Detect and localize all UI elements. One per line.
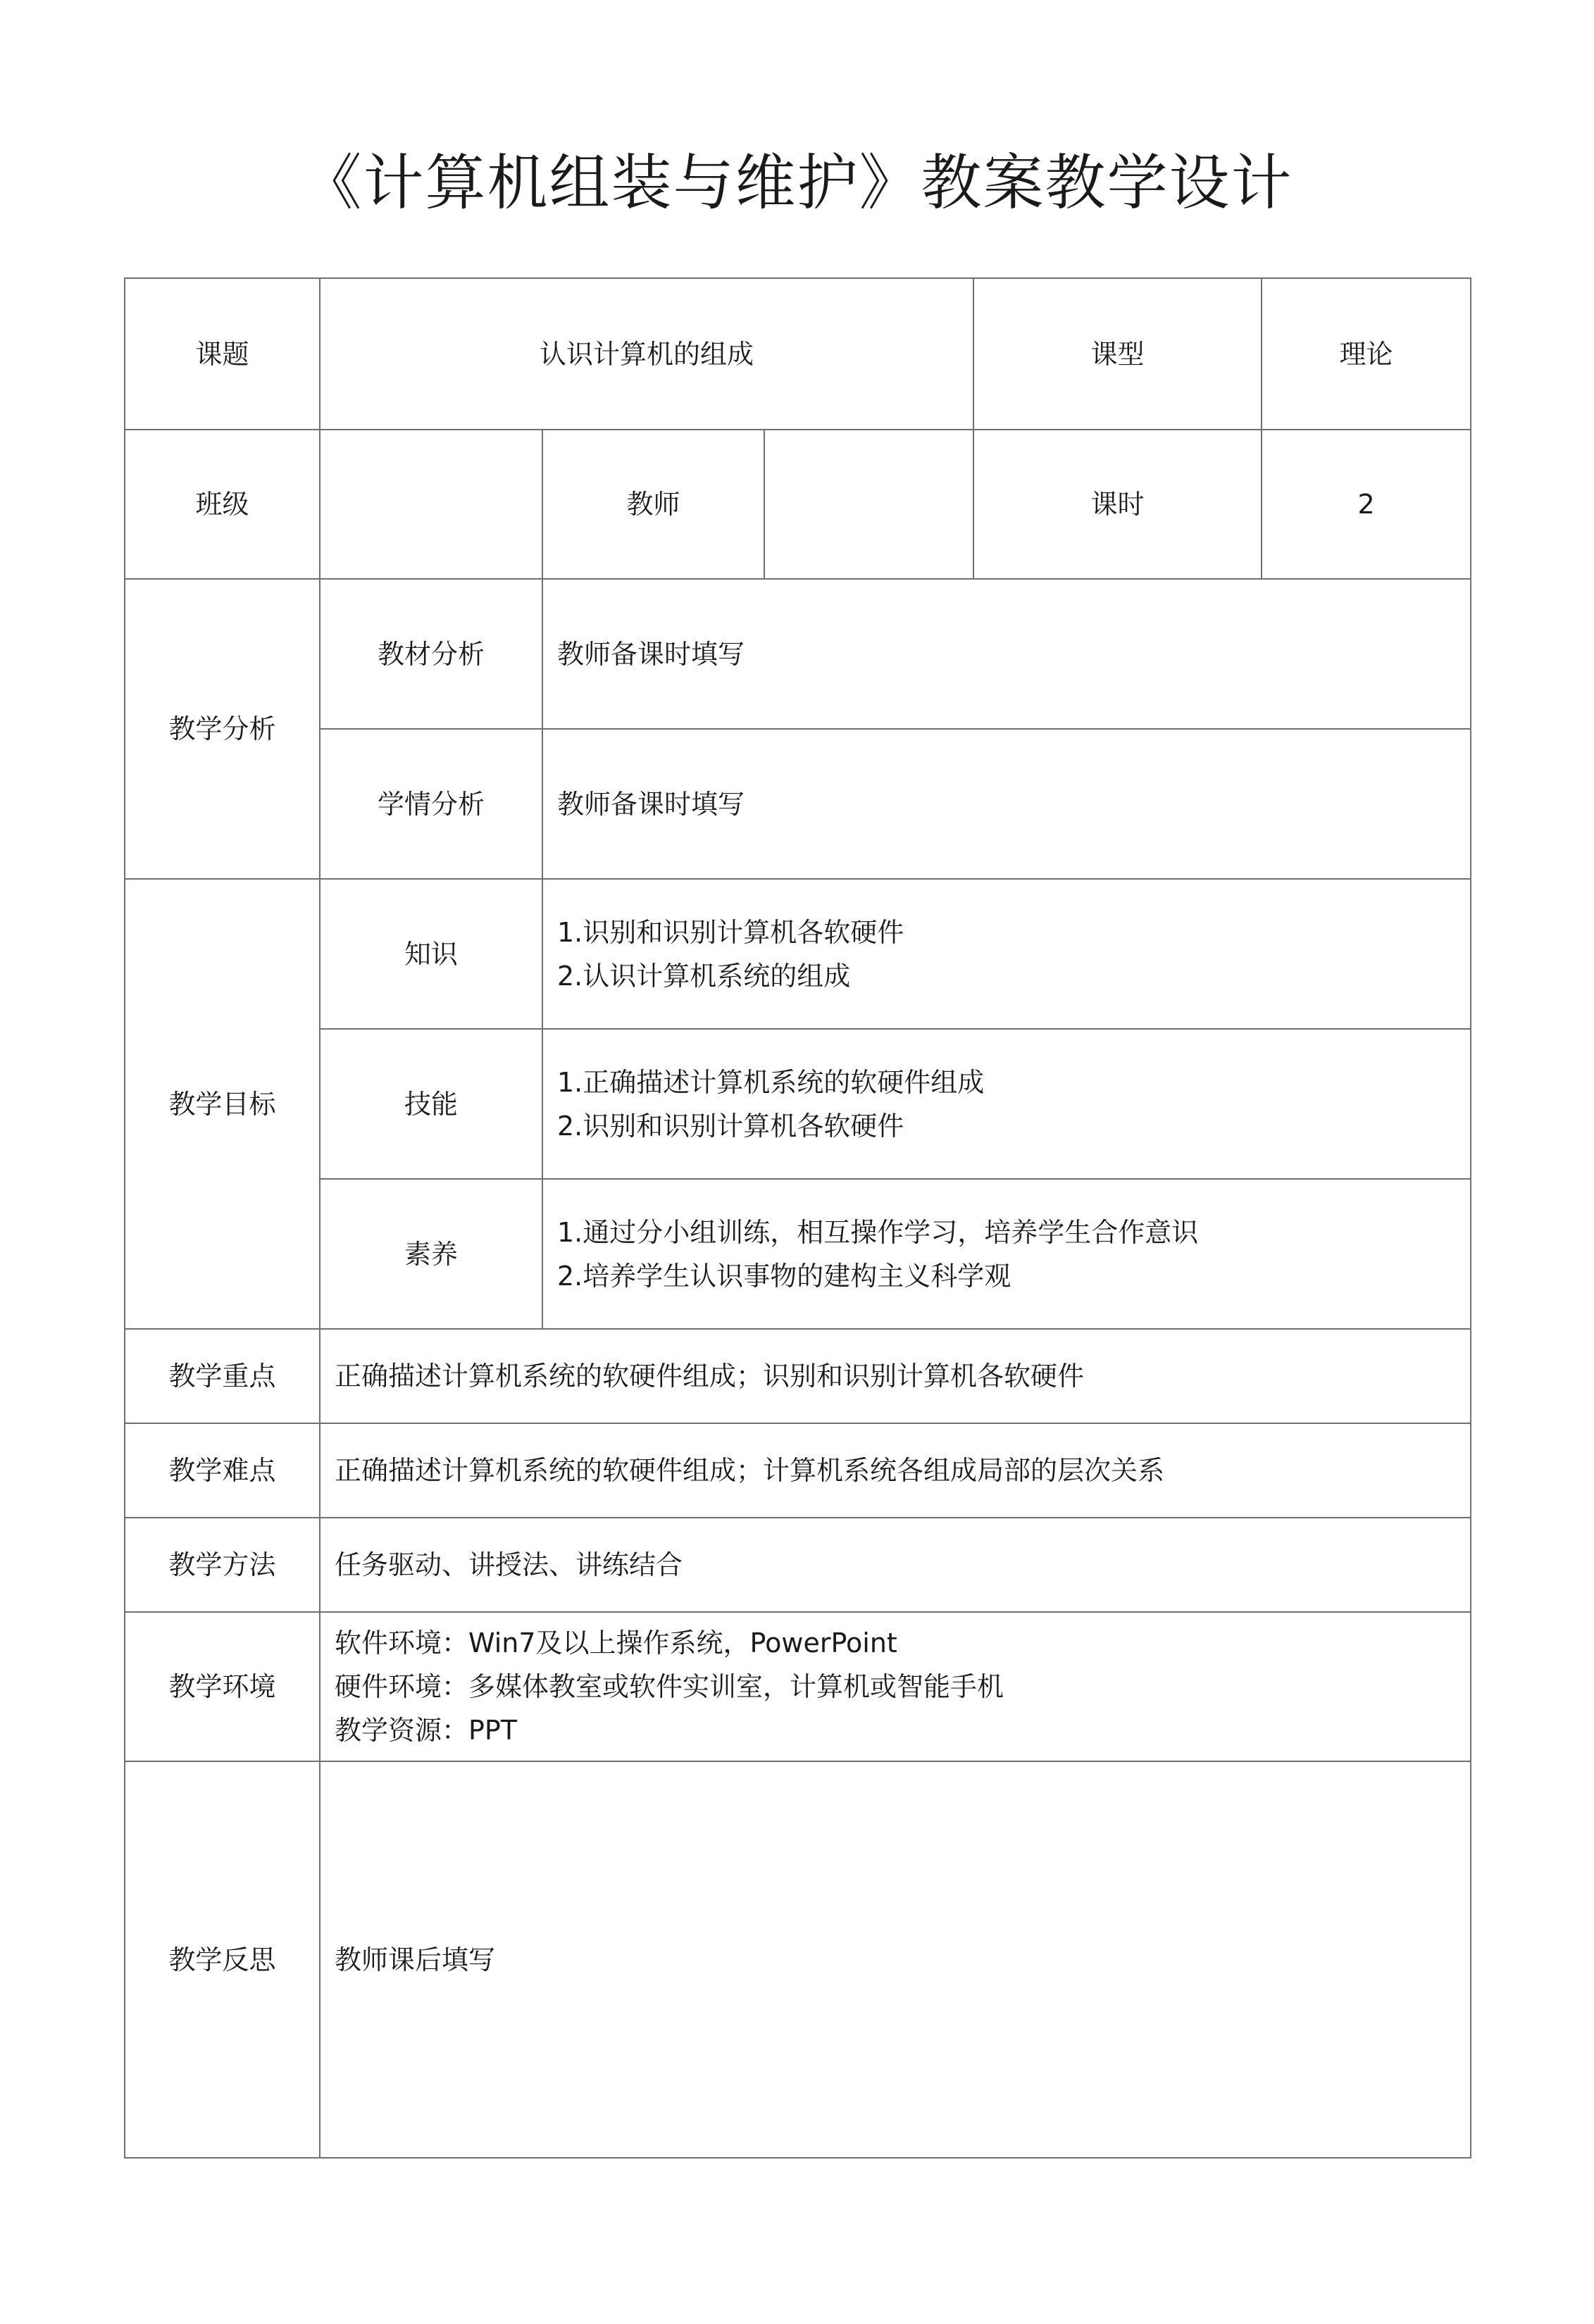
class-value — [320, 430, 542, 579]
class-row — [125, 430, 1471, 579]
methods-value: 任务驱动、讲授法、讲练结合 — [320, 1518, 1471, 1612]
reflection-label: 教学反思 — [125, 1761, 320, 2158]
teacher-value — [764, 430, 973, 579]
reflection-row — [125, 1761, 1471, 2158]
class-hours-label: 课时 — [973, 430, 1262, 579]
environment-line: 教学资源：PPT — [335, 1715, 518, 1746]
skill-line: 2.识别和识别计算机各软硬件 — [557, 1110, 904, 1142]
difficulties-value: 正确描述计算机系统的软硬件组成；计算机系统各组成局部的层次关系 — [320, 1423, 1471, 1518]
skill-label: 技能 — [320, 1029, 542, 1179]
topic-value: 认识计算机的组成 — [320, 278, 973, 430]
class-hours-value: 2 — [1262, 430, 1471, 579]
material-analysis-label: 教材分析 — [320, 579, 542, 729]
skill-line: 1.正确描述计算机系统的软硬件组成 — [557, 1066, 985, 1098]
literacy-row — [125, 1179, 1471, 1329]
environment-label: 教学环境 — [125, 1612, 320, 1761]
document-title: 《计算机组装与维护》教案教学设计 — [301, 148, 1293, 218]
environment-row — [125, 1612, 1471, 1761]
literacy-value — [542, 1179, 1471, 1329]
knowledge-row — [125, 879, 1471, 1029]
reflection-value: 教师课后填写 — [320, 1761, 1471, 2158]
methods-label: 教学方法 — [125, 1518, 320, 1612]
knowledge-line: 1.识别和识别计算机各软硬件 — [557, 916, 904, 948]
difficulties-label: 教学难点 — [125, 1423, 320, 1518]
literacy-label: 素养 — [320, 1179, 542, 1329]
student-analysis-label: 学情分析 — [320, 729, 542, 879]
teacher-label: 教师 — [542, 430, 764, 579]
methods-row — [125, 1518, 1471, 1612]
topic-row — [125, 278, 1471, 430]
lesson-plan-table — [124, 277, 1471, 2159]
material-analysis-value: 教师备课时填写 — [542, 579, 1471, 729]
key-points-label: 教学重点 — [125, 1329, 320, 1423]
student-analysis-value: 教师备课时填写 — [542, 729, 1471, 879]
knowledge-value — [542, 879, 1471, 1029]
skill-row — [125, 1029, 1471, 1179]
lesson-type-label: 课型 — [973, 278, 1262, 430]
student-analysis-row — [125, 729, 1471, 879]
literacy-line: 2.培养学生认识事物的建构主义科学观 — [557, 1260, 1011, 1292]
knowledge-label: 知识 — [320, 879, 542, 1029]
key-points-row — [125, 1329, 1471, 1423]
teaching-goals-label: 教学目标 — [125, 879, 320, 1329]
environment-value — [320, 1612, 1471, 1761]
key-points-value: 正确描述计算机系统的软硬件组成；识别和识别计算机各软硬件 — [320, 1329, 1471, 1423]
teaching-analysis-label: 教学分析 — [125, 579, 320, 879]
environment-line: 硬件环境：多媒体教室或软件实训室，计算机或智能手机 — [335, 1671, 1004, 1702]
lesson-type-value: 理论 — [1262, 278, 1471, 430]
difficulties-row — [125, 1423, 1471, 1518]
topic-label: 课题 — [125, 278, 320, 430]
skill-value — [542, 1029, 1471, 1179]
class-label: 班级 — [125, 430, 320, 579]
knowledge-line: 2.认识计算机系统的组成 — [557, 960, 851, 992]
literacy-line: 1.通过分小组训练，相互操作学习，培养学生合作意识 — [557, 1216, 1199, 1248]
environment-line: 软件环境：Win7及以上操作系统，PowerPoint — [335, 1628, 897, 1658]
material-analysis-row — [125, 579, 1471, 729]
